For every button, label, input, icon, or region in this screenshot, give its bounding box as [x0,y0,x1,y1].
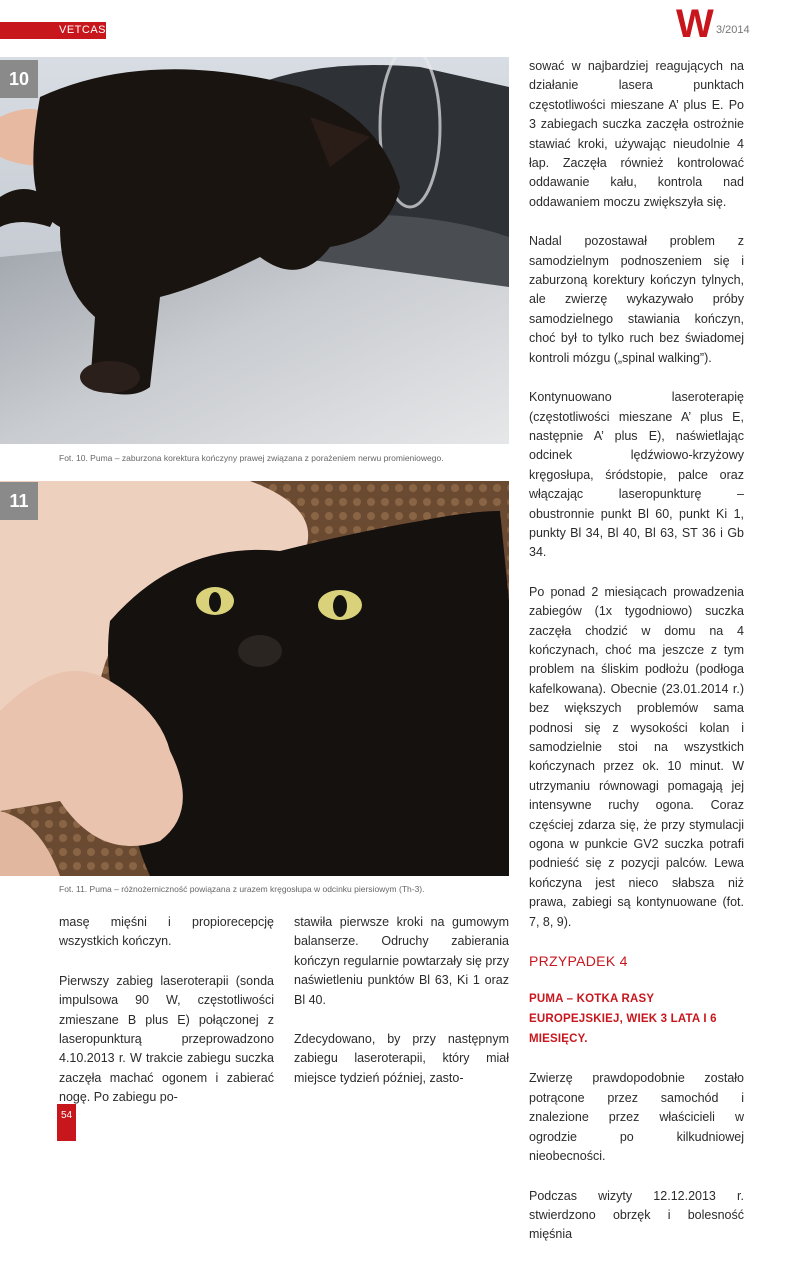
section-heading: PRZYPADEK 4 [529,953,628,970]
photo-cat-standing [0,57,509,444]
paragraph: masę mięśni i propiorecepcję wszystkich kończyn. [59,915,274,949]
paragraph: stawiła pierwsze kroki na gumowym balanserze. Odruchy zabierania kończyn regularnie powtarzały się przy naświetleniu punktów Bl 63, Ki 1 oraz Bl 40. [294,915,509,1007]
page-number: 54 [61,1110,73,1121]
right-text-column [529,57,744,1265]
paragraph: Nadal pozostawał problem z samodzielnym podnoszeniem się i zaburzoną korektury kończyn tylnych, ale zwierzę wykazywało próby samodzielnego stawiania kończyn, choć był to tylko ruch bez świadomej kontroli mózgu („spinal walking”). [529,234,744,365]
paragraph: Po ponad 2 miesiącach prowadzenia zabiegów (1x tygodniowo) suczka zaczęła chodzić w domu na 4 kończynach, choć ma jeszcze z tym problem na śliskim podłożu (podłoga kafelkowana). Obecnie (23.01.2014 r.) bez większych problemów sama podnosi się z wysokości kolan i samodzielnie stoi na wszystkich kończynach przez ok. 10 minut. W utrzymaniu równowagi pomagają jej intensywne ruchy ogona. Coraz częściej zdarza się, że przy stymulacji ogona w punkcie GV2 suczka potrafi podnieść się z pozycji palców. Lewa kończyna jest nieco słabsza niż prawa, zabiegi są kontynuowane (fot. 7, 8, 9). [529,584,744,929]
figure-caption: Fot. 10. Puma – zaburzona korektura kończyny prawej związana z porażeniem nerwu promieniowego. [59,453,444,463]
paragraph: Podczas wizyty 12.12.2013 r. stwierdzono obrzęk i bolesność mięśnia [529,1188,744,1242]
photo-cat-face [0,481,509,876]
figure-number-badge: 10 [0,60,38,98]
bottom-middle-text-column [294,913,509,1108]
paragraph: Zdecydowano, by przy następnym zabiegu laseroterapii, który miał miejsce tydzień później, zasto- [294,1032,509,1085]
paragraph: Pierwszy zabieg laseroterapii (sonda impulsowa 90 W, częstotliwości zmieszane B plus E) połączonej z laseropunkturą przeprowadzono 4.10.2013 r. W trakcie zabiegu suczka zaczęła machać ogonem i zabierać nogę. Po zabiegu po- [59,973,274,1105]
case-title: PUMA – KOTKA RASY EUROPEJSKIEJ, WIEK 3 LATA I 6 MIESIĘCY. [529,993,717,1046]
bottom-left-text-column [59,913,274,1128]
figure-caption: Fot. 11. Puma – różnożerniczność powiązana z urazem kręgosłupa w odcinku piersiowym (Th-3). [59,884,425,894]
issue-number: 3/2014 [716,24,750,36]
magazine-logo: W [676,2,714,46]
paragraph: Zwierzę prawdopodobnie zostało potrącone przez samochód i znalezione przez właścicieli w ogrodzie po kilkudniowej nieobecności. [529,1071,744,1164]
section-label: VETCASE [59,24,114,36]
figure-number-badge: 11 [0,482,38,520]
paragraph: Kontynuowano laseroterapię (częstotliwości mieszane A’ plus E, następnie A’ plus E), naświetlając odcinek lędźwiowo-krzyżowy kręgosłupa, śródstopie, palce oraz włączając laseropunkturę – obustronnie punkt Bl 60, punkt Ki 1, punkty Bl 34, Bl 40, Bl 63, ST 36 i Gb 34. [529,390,744,560]
paragraph: sować w najbardziej reagujących na działanie lasera punktach częstotliwości mieszane A’ plus E. Po 3 zabiegach suczka zaczęła ostrożnie stawiać kroki, używając nieudolnie 4 łap. Zaczęła również kontrolować oddawanie kału, kontrola nad oddawaniem moczu zwiększyła się. [529,59,744,209]
